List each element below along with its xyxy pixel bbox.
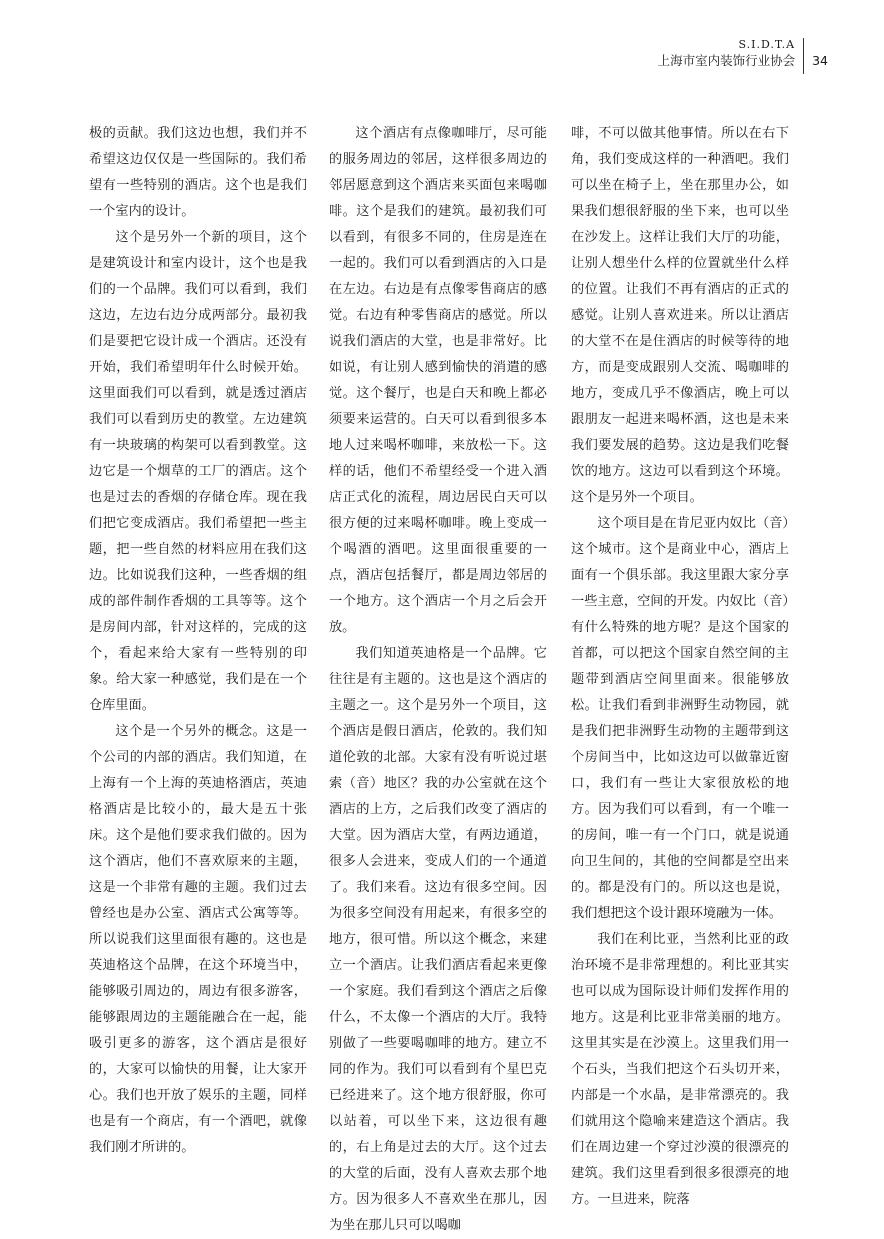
paragraph: 啡，不可以做其他事情。所以在右下角，我们变成这样的一种酒吧。我们可以坐在椅子上，坐在那里办公，如果我们想很舒服的坐下来，也可以坐在沙发上。这样让我们大厅的功能，让别人想坐什么样的位置就坐什么样的位置。让我们不再有酒店的正式的感觉。让别人喜欢进来。所以让酒店的大堂不在是住酒店的时候等待的地方，而是变成跟别人交流、喝咖啡的地方，变成几乎不像酒店，晚上可以跟朋友一起进来喝杯酒，这也是未来我们要发展的趋势。这边是我们吃餐饮的地方。这边可以看到这个环境。这个是另外一个项目。	[571, 126, 789, 505]
header-brand: S.I.D.T.A	[738, 38, 796, 51]
article-body	[89, 121, 801, 1233]
header-text-block	[658, 38, 805, 74]
paragraph: 极的贡献。我们这边也想，我们并不希望这边仅仅是一些国际的。我们希望有一些特别的酒店。这个也是我们一个室内的设计。	[89, 126, 307, 219]
text-column-1	[89, 121, 307, 1161]
paragraph: 这个是另外一个新的项目，这个是建筑设计和室内设计，这个也是我们的一个品牌。我们可以看到，我们这边，左边右边分成两部分。最初我们是要把它设计成一个酒店。还没有开始，我们希望明年什么时候开始。这里面我们可以看到，就是透过酒店我们可以看到历史的教堂。左边建筑有一块玻璃的构架可以看到教堂。这边它是一个烟草的工厂的酒店。这个也是过去的香烟的存储仓库。现在我们把它变成酒店。我们希望把一些主题，把一些自然的材料应用在我们这边。比如说我们这种，一些香烟的组成的部件制作香烟的工具等等。这个是房间内部，针对这样的，完成的这个，看起来给大家有一些特别的印象。给大家一种感觉，我们是在一个仓库里面。	[89, 230, 307, 713]
paragraph: 我们知道英迪格是一个品牌。它往往是有主题的。这也是这个酒店的主题之一。这个是另外一个项目，这个酒店是假日酒店，伦敦的。我们知道伦敦的北部。大家有没有听说过堪索（音）地区？我的办公室就在这个酒店的上方，之后我们改变了酒店的大堂。因为酒店大堂，有两边通道，很多人会进来，变成人们的一个通道了。我们来看。这边有很多空间。因为很多空间没有用起来，有很多空的地方，很可惜。所以这个概念，来建立一个酒店。让我们酒店看起来更像一个家庭。我们看到这个酒店之后像什么，不太像一个酒店的大厅。我特别做了一些要喝咖啡的地方。建立不同的作为。我们可以看到有个星巴克已经进来了。这个地方很舒服，你可以站着，可以坐下来，这边很有趣的，右上角是过去的大厅。这个过去的大堂的后面，没有人喜欢去那个地方。因为很多人不喜欢坐在那儿，因为坐在那儿只可以喝咖	[329, 646, 547, 1233]
text-column-2	[329, 121, 547, 1239]
header-organization: 上海市室内装饰行业协会	[657, 53, 796, 68]
paragraph: 我们在利比亚，当然利比亚的政治环境不是非常理想的。利比亚其实也可以成为国际设计师们发挥作用的地方。这是利比亚非常美丽的地方。这里其实是在沙漠上。这里我们用一个石头，当我们把这个石头切开来，内部是一个水晶，是非常漂亮的。我们就用这个隐喻来建造这个酒店。我们在周边建一个穿过沙漠的很漂亮的建筑。我们这里看到很多很漂亮的地方。一旦进来，院落	[571, 932, 789, 1207]
text-column-3	[571, 121, 789, 1213]
paragraph: 这个酒店有点像咖啡厅，尽可能的服务周边的邻居，这样很多周边的邻居愿意到这个酒店来买面包来喝咖啡。这个是我们的建筑。最初我们可以看到，有很多不同的，住房是连在一起的。我们可以看到酒店的入口是在左边。右边是有点像零售商店的感觉。右边有种零售商店的感觉。所以说我们酒店的大堂，也是非常好。比如说，有让别人感到愉快的消遣的感觉。这个餐厅，也是白天和晚上都必须要来运营的。白天可以看到很多本地人过来喝杯咖啡，来放松一下。这样的话，他们不希望经受一个进入酒店正式化的流程，周边居民白天可以很方便的过来喝杯咖啡。晚上变成一个喝酒的酒吧。这里面很重要的一点，酒店包括餐厅，都是周边邻居的一个地方。这个酒店一个月之后会开放。	[329, 126, 547, 635]
page-header	[658, 38, 828, 74]
paragraph: 这个是一个另外的概念。这是一个公司的内部的酒店。我们知道，在上海有一个上海的英迪格酒店，英迪格酒店是比较小的，最大是五十张床。这个是他们要求我们做的。因为这个酒店，他们不喜欢原来的主题，这是一个非常有趣的主题。我们过去曾经也是办公室、酒店式公寓等等。所以说我们这里面很有趣的。这也是英迪格这个品牌，在这个环境当中，能够吸引周边的，周边有很多游客，能够跟周边的主题能融合在一起，能吸引更多的游客，这个酒店是很好的，大家可以愉快的用餐，让大家开心。我们也开放了娱乐的主题，同样也是有一个商店，有一个酒吧，就像我们刚才所讲的。	[89, 724, 307, 1155]
page-number: 34	[812, 53, 828, 68]
paragraph: 这个项目是在肯尼亚内奴比（音）这个城市。这个是商业中心，酒店上面有一个俱乐部。我这里跟大家分享一些主意，空间的开发。内奴比（音）有什么特殊的地方呢？是这个国家的首都，可以把这个国家自然空间的主题带到酒店空间里面来。很能够放松。让我们看到非洲野生动物园，就是我们把非洲野生动物的主题带到这个房间当中，比如这边可以做靠近窗口，我们有一些让大家很放松的地方。因为我们可以看到，有一个唯一的房间，唯一有一个门口，就是说通向卫生间的，其他的空间都是空出来的。都是没有门的。所以这也是说，我们想把这个设计跟环境融为一体。	[571, 516, 789, 921]
